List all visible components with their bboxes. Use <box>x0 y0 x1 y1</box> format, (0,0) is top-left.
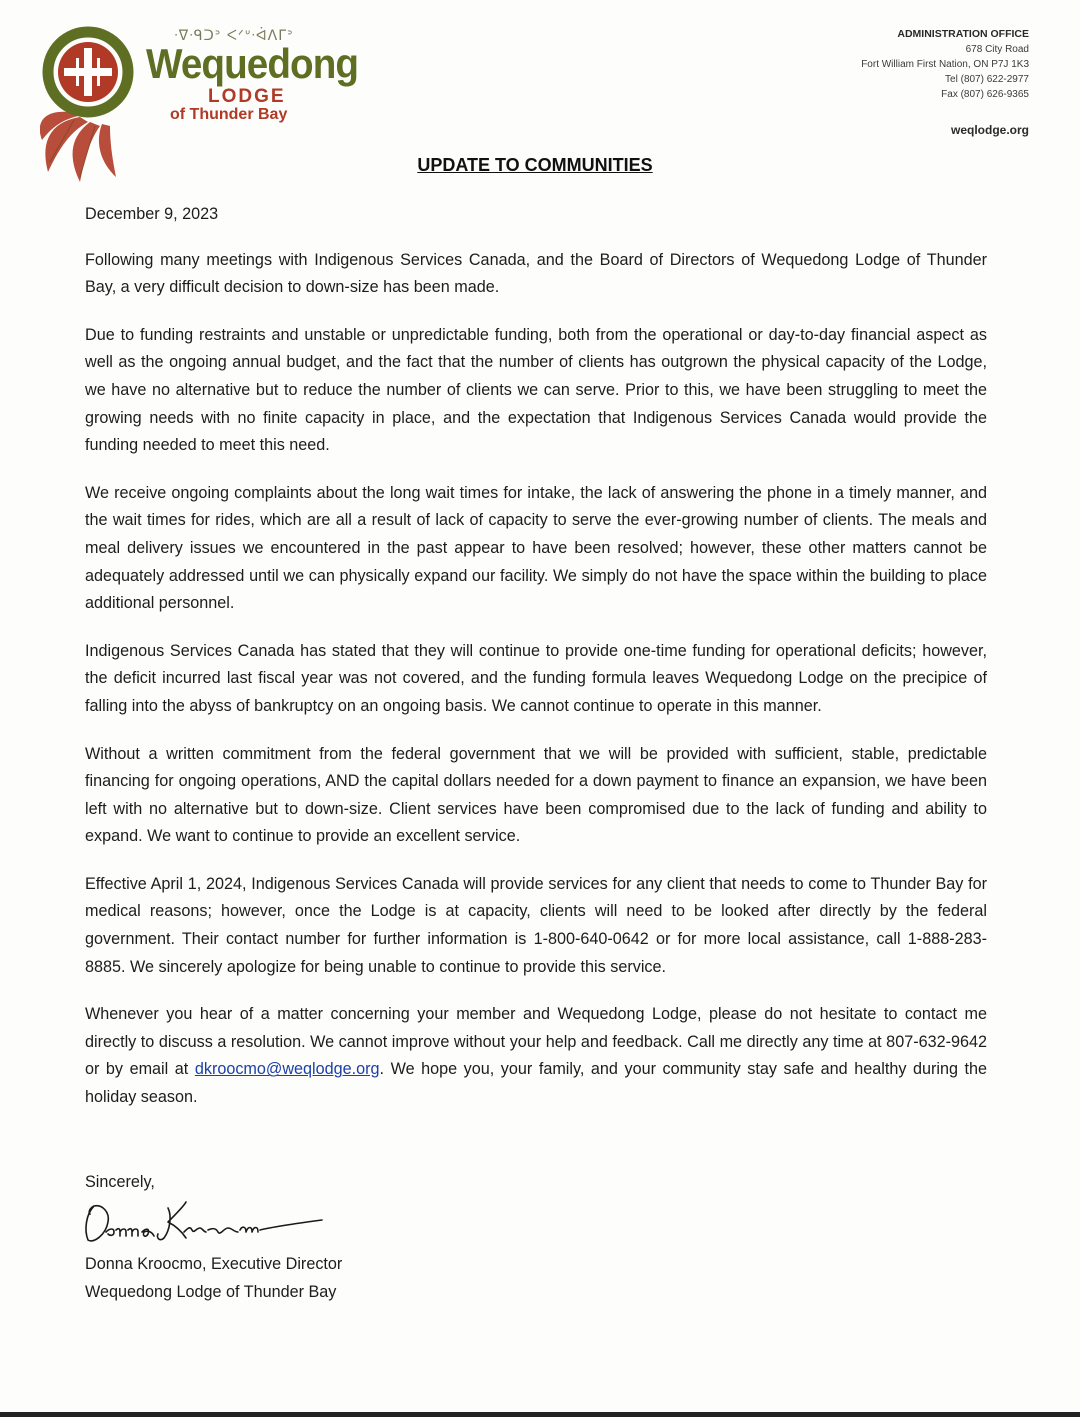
paragraph-6: Effective April 1, 2024, Indigenous Services Canada will provide services for any client that needs to come to Thunder Bay for medical reasons; however, once the Lodge is at capacity, clients will need to be looked after directly by the federal government. Their contact number for further information is 1-800-640-0642 or for more local assistance, call 1-888-283-8885. We sincerely apologize for being unable to continue to provide this service. <box>85 874 987 976</box>
letter-body <box>85 201 987 1132</box>
paragraph-7-text-before-email: Whenever you hear of a matter concerning your member and Wequedong Lodge, please do not hesitate to contact me directly to discuss a resolution. We cannot improve without your help and feedback. Call me directly any time at 807-632-9642 or by email at <box>85 1005 987 1079</box>
letter-date: December 9, 2023 <box>85 205 219 223</box>
office-heading: ADMINISTRATION OFFICE <box>897 28 1029 40</box>
website-link[interactable]: weqlodge.org <box>951 123 1029 137</box>
address-line-1: 678 City Road <box>965 44 1029 55</box>
signer-block <box>85 1251 342 1306</box>
fax: Fax (807) 626-9365 <box>941 89 1029 100</box>
closing-salutation: Sincerely, <box>85 1173 155 1191</box>
letter-title: UPDATE TO COMMUNITIES <box>417 155 653 175</box>
signer-name-title: Donna Kroocmo, Executive Director <box>85 1255 343 1273</box>
paragraph-3: We receive ongoing complaints about the long wait times for intake, the lack of answering the phone in a timely manner, and the wait times for rides, which are all a result of lack of capacity to serve the ever-growing number of clients. The meals and meal delivery issues we encountered in the past appear to have been resolved; however, these other matters cannot be adequately addressed until we can physically expand our facility. We simply do not have the space within the building to place additional personnel. <box>85 483 987 613</box>
logo-syllabics: ᐧᐁᐧᑫᑐᐣ ᐸᐟᐡᐧᐋᐱᒥᐣ <box>174 28 294 44</box>
paragraph-7 <box>85 1001 987 1111</box>
bottom-border <box>0 1412 1080 1417</box>
paragraph-4: Indigenous Services Canada has stated that they will continue to provide one-time funding for operational deficits; however, the deficit incurred last fiscal year was not covered, and the funding formula leaves Wequedong Lodge on the precipice of falling into the abyss of bankruptcy on an ongoing basis. We cannot continue to operate in this manner. <box>85 641 987 715</box>
telephone: Tel (807) 622-2977 <box>945 74 1029 85</box>
office-contact-block <box>861 27 1029 138</box>
paragraph-1: Following many meetings with Indigenous Services Canada, and the Board of Directors of Wequedong Lodge of Thunder Bay, a very difficult decision to down-size has been made. <box>85 250 987 297</box>
paragraph-5: Without a written commitment from the federal government that we will be provided with sufficient, stable, predictable financing for ongoing operations, AND the capital dollars needed for a down payment to finance an expansion, we have been left with no alternative but to down-size. Client services have been compromised due to the lack of funding and ability to expand. We want to continue to provide an excellent service. <box>85 744 987 846</box>
signer-organization: Wequedong Lodge of Thunder Bay <box>85 1282 337 1301</box>
paragraph-2: Due to funding restraints and unstable or unpredictable funding, both from the operational or day-to-day financial aspect as well as the ongoing annual budget, and the fact that the number of clients has outgrown the physical capacity of the Lodge, we have no alternative but to reduce the number of clients we can serve. Prior to this, we have been struggling to meet the growing needs with no finite capacity in place, and the expectation that Indigenous Services Canada would provide the funding needed to meet this need. <box>85 325 987 455</box>
address-line-2: Fort William First Nation, ON P7J 1K3 <box>861 59 1029 70</box>
logo-organization-name: Wequedong <box>146 40 359 87</box>
email-link[interactable]: dkroocmo@weqlodge.org <box>194 1060 380 1079</box>
handwritten-signature <box>72 1192 342 1248</box>
paragraph-7-text-after-email: . We hope you, your family, and your community stay safe and healthy during the holiday season. <box>85 1060 987 1107</box>
logo-lodge-text: LODGE <box>208 86 286 107</box>
logo-city-text: of Thunder Bay <box>170 106 288 123</box>
